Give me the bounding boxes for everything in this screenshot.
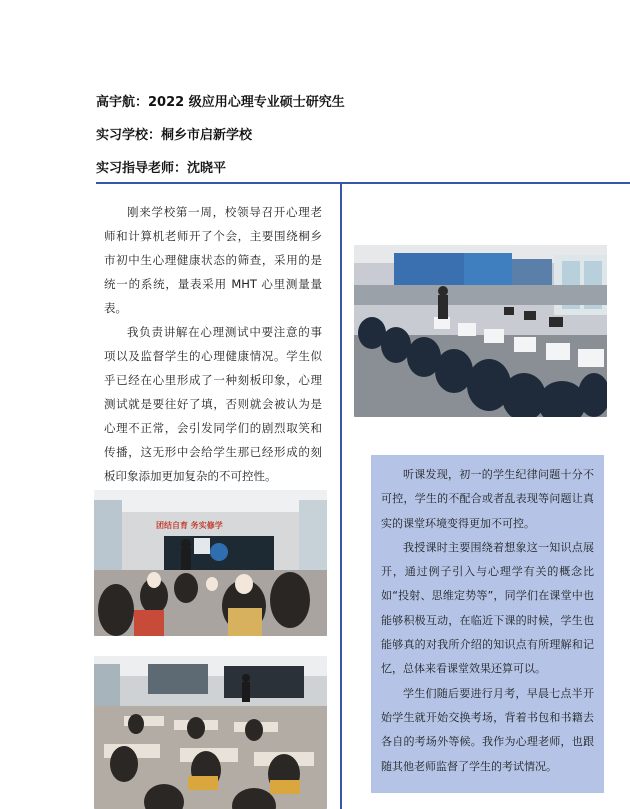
exam-room-image bbox=[94, 656, 327, 809]
mentor-line: 实习指导老师：沈晓平 bbox=[96, 161, 227, 176]
left-paragraph-1: 刚来学校第一周，校领导召开心理老师和计算机老师开了个会，主要围绕桐乡市初中生心理健康状态的筛查，采用的是统一的系统，量表采用 MHT 心里测量量表。 bbox=[104, 205, 322, 315]
exam-room-photo bbox=[94, 656, 327, 809]
callout-paragraph-2: 我授课时主要围绕着想象这一知识点展开，通过例子引入与心理学有关的概念比如“投射、思维定势等”，同学们在课堂中也能够积极互动，在临近下课的时候，学生也能够真的对我所介绍的知识点有所理解和记忆，总体来看课堂效果还算可以。 bbox=[381, 540, 594, 676]
callout-box bbox=[371, 455, 604, 793]
left-column-text bbox=[104, 200, 322, 488]
classroom-lecture-image bbox=[94, 490, 327, 636]
horizontal-divider bbox=[96, 182, 630, 184]
vertical-divider bbox=[340, 182, 342, 809]
computer-lab-image bbox=[354, 245, 607, 417]
left-paragraph-2: 我负责讲解在心理测试中要注意的事项以及监督学生的心理健康情况。学生似乎已经在心里形成了一种刻板印象，心理测试就是要往好了填，否则就会被认为是心理不正常，会引发同学们的剧烈取笑和传播，这无形中会给学生那已经形成的刻板印象添加更加复杂的不可控性。 bbox=[104, 325, 322, 483]
callout-paragraph-1: 听课发现，初一的学生纪律问题十分不可控，学生的不配合或者乱表现等问题让真实的课堂环境变得更加不可控。 bbox=[381, 468, 594, 530]
callout-paragraph-3: 学生们随后要进行月考，早晨七点半开始学生就开始交换考场，背着书包和书籍去各自的考场外等候。我作为心理老师，也跟随其他老师监督了学生的考试情况。 bbox=[381, 686, 594, 773]
author-line: 高宇航：2022 级应用心理专业硕士研究生 bbox=[96, 95, 345, 110]
computer-lab-photo bbox=[354, 245, 607, 417]
school-line: 实习学校：桐乡市启新学校 bbox=[96, 128, 253, 143]
classroom-lecture-photo bbox=[94, 490, 327, 636]
classroom-banner: 团结自育 务实修学 bbox=[156, 521, 223, 530]
